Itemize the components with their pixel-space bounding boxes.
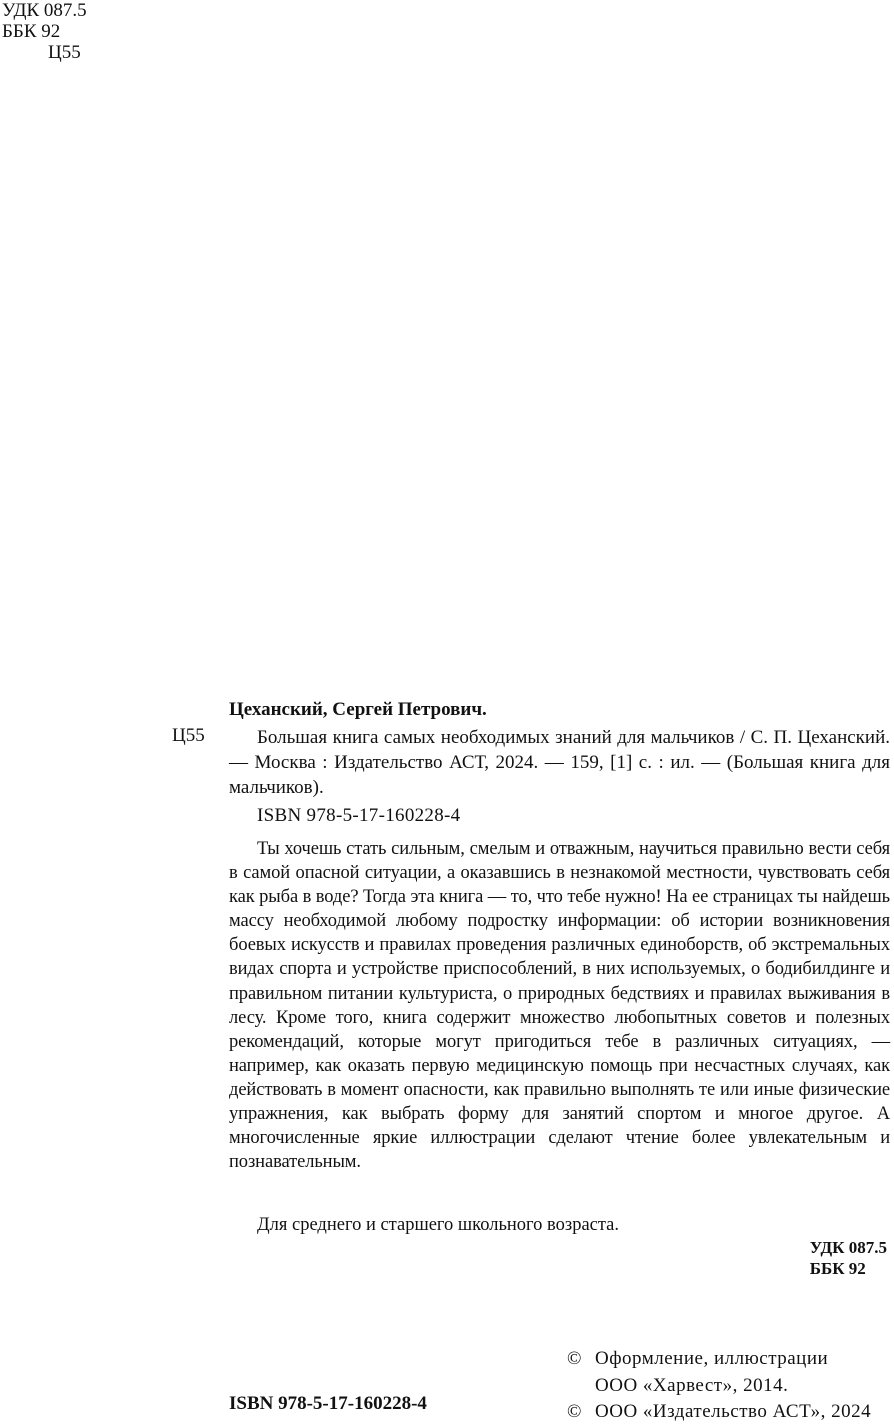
top-classification-codes (2, 0, 87, 63)
top-bbk-code: ББК 92 (2, 21, 61, 42)
copyright-symbol-1: © (567, 1348, 582, 1369)
record-udk-code: УДК 087.5 (809, 1238, 887, 1257)
copyright-1-line1: Оформление, иллюстрации (595, 1348, 829, 1369)
author-heading: Цеханский, Сергей Петрович. (229, 699, 487, 720)
copyright-symbol-2: © (567, 1401, 582, 1422)
age-rating-text: Для среднего и старшего школьного возраста. (257, 1215, 620, 1235)
record-classification-codes (810, 1237, 887, 1279)
copyright-2-text: ООО «Издательство АСТ», 2024 (595, 1401, 872, 1422)
copyright-line-2 (567, 1399, 871, 1426)
copyright-block (567, 1346, 871, 1426)
copyright-line-1 (567, 1346, 871, 1373)
isbn-footer: ISBN 978-5-17-160228-4 (229, 1393, 427, 1414)
isbn-record: ISBN 978-5-17-160228-4 (257, 805, 461, 826)
top-cutter-code: Ц55 (48, 42, 81, 63)
annotation-text: Ты хочешь стать сильным, смелым и отважным, научиться правильно вести себя в самой опасной ситуации, а оказавшись в незнакомой местности, чувствовать себя как рыба в воде? Тогда эта книга — то, что тебе нужно! На ее страницах ты найдешь массу необходимой любому подростку информации: об истории возникновения боевых искусств и правилах проведения различных единоборств, об экстремальных видах спорта и устройстве приспособлений, в них используемых, о бодибилдинге и правильном питании культуриста, о природных бедствиях и правилах выживания в лесу. Кроме того, книга содержит множество любопытных советов и полезных рекомендаций, которые могут пригодиться тебе в различных ситуациях, — например, как оказать первую медицинскую помощь при несчастных случаях, как действовать в момент опасности, как правильно выполнять те или иные физические упражнения, как выбрать форму для занятий спортом и многое другое. А многочисленные яркие иллюстрации сделают чтение более увлекательным и познавательным. (229, 839, 890, 1173)
cutter-code: Ц55 (172, 725, 205, 746)
bibliographic-description: Большая книга самых необходимых знаний для мальчиков / С. П. Цеханский. — Москва : Издательство АСТ, 2024. — 159, [1] с. : ил. — (Большая книга для мальчиков). (229, 727, 890, 798)
top-udk-code: УДК 087.5 (2, 0, 87, 21)
copyright-1-line2: ООО «Харвест», 2014. (595, 1374, 789, 1396)
record-bbk-code: ББК 92 (809, 1259, 866, 1278)
